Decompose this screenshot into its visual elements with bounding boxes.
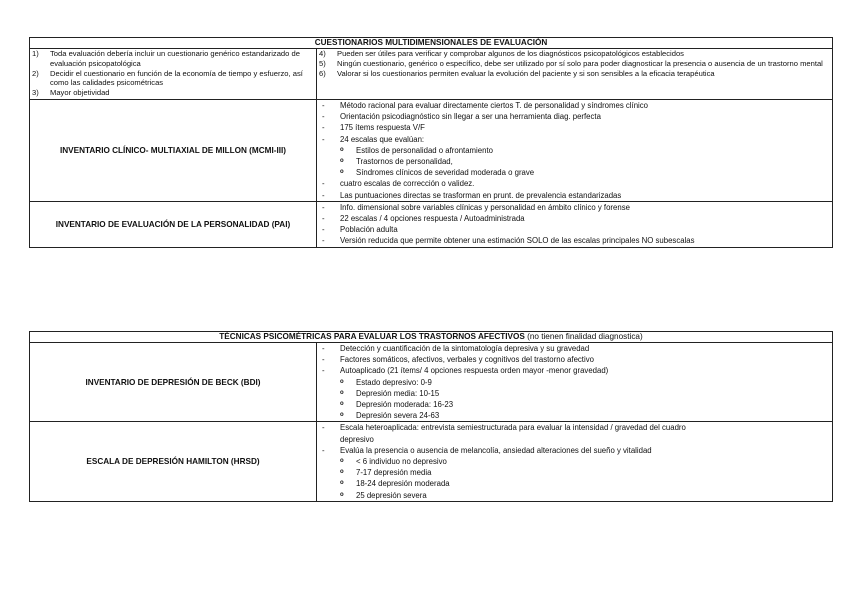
list-item: - Evalúa la presencia o ausencia de melancolía, ansiedad alteraciones del sueño y vitalidad <box>322 445 652 455</box>
bullet-icon: o <box>340 458 344 465</box>
multidimensional-questionnaires-table <box>29 37 833 248</box>
list-item: - Escala heteroaplicada: entrevista semiestructurada para evaluar la intensidad / gravedad del cuadro <box>322 423 686 433</box>
beck-inventory-name: INVENTARIO DE DEPRESIÓN DE BECK (BDI) <box>30 343 317 422</box>
sub-list-item: o 25 depresión severa <box>340 490 427 500</box>
intro-item: 3) Mayor objetividad <box>32 88 110 98</box>
list-item: - 22 escalas / 4 opciones respuesta / Autoadministrada <box>322 214 525 224</box>
sub-list-item: o 7-17 depresión media <box>340 468 432 478</box>
list-item: - Autoaplicado (21 ítems/ 4 opciones respuesta orden mayor -menor gravedad) <box>322 366 609 376</box>
sub-list-item: o Depresión moderada: 16-23 <box>340 400 454 410</box>
millon-description <box>317 99 833 201</box>
list-item: - Orientación psicodiagnóstico sin llegar a ser una herramienta diag. perfecta <box>322 112 601 122</box>
bullet-icon: o <box>340 412 344 419</box>
list-item: - Info. dimensional sobre variables clínicas y personalidad en ámbito clínico y forense <box>322 202 630 212</box>
table-title-note: (no tienen finalidad diagnostica) <box>527 332 643 341</box>
table-title <box>30 332 833 343</box>
bullet-icon: o <box>340 169 344 176</box>
bullet-icon: o <box>340 146 344 153</box>
table-title: CUESTIONARIOS MULTIDIMENSIONALES DE EVALUACIÓN <box>30 38 833 49</box>
list-item: - cuatro escalas de corrección o validez. <box>322 179 475 189</box>
list-item: - Método racional para evaluar directamente ciertos T. de personalidad y síndromes clínico <box>322 100 648 110</box>
sub-list-item: o Estilos de personalidad o afrontamiento <box>340 145 493 155</box>
bullet-icon: o <box>340 491 344 498</box>
sub-list-item: o Síndromes clínicos de severidad moderada o grave <box>340 168 535 178</box>
list-item-continuation: depresivo <box>340 434 374 444</box>
intro-item: 5) Ningún cuestionario, genérico o específico, debe ser utilizado por sí solo para poder diagnosticar la presencia o ausencia de un trastorno mental <box>319 58 823 68</box>
beck-description <box>317 343 833 422</box>
affective-disorders-table <box>29 331 833 502</box>
intro-item: 2) Decidir el cuestionario en función de la economía de tiempo y esfuerzo, así como las calidades psicométricas <box>32 68 303 88</box>
sub-list-item: o < 6 individuo no depresivo <box>340 457 447 467</box>
bullet-icon: o <box>340 378 344 385</box>
bullet-icon: o <box>340 401 344 408</box>
list-item: - Detección y cuantificación de la sintomatología depresiva y su gravedad <box>322 344 590 353</box>
intro-right <box>317 49 833 100</box>
list-item: - 24 escalas que evalúan: <box>322 134 425 144</box>
intro-left <box>30 49 317 100</box>
list-item: - Población adulta <box>322 225 398 235</box>
bullet-icon: o <box>340 469 344 476</box>
sub-list-item: o 18-24 depresión moderada <box>340 479 450 489</box>
hamilton-description <box>317 422 833 501</box>
sub-list-item: o Trastornos de personalidad, <box>340 157 453 166</box>
intro-item: 4) Pueden ser útiles para verificar y comprobar algunos de los diagnósticos psicopatológicos establecidos <box>319 49 684 58</box>
list-item: - Las puntuaciones directas se trasforman en prunt. de prevalencia estandarizadas <box>322 190 622 200</box>
intro-item: 6) Valorar si los cuestionarios permiten evaluar la evolución del paciente y si son sensibles a la eficacia terapéutica <box>319 68 715 78</box>
sub-list-item: o Estado depresivo: 0-9 <box>340 377 432 387</box>
list-item: - 175 ítems respuesta V/F <box>322 123 425 133</box>
bullet-icon: o <box>340 389 344 396</box>
bullet-icon: o <box>340 158 344 164</box>
sub-list-item: o Depresión severa 24-63 <box>340 411 440 421</box>
pai-inventory-name: INVENTARIO DE EVALUACIÓN DE LA PERSONALIDAD (PAI) <box>30 201 317 247</box>
millon-inventory-name: INVENTARIO CLÍNICO- MULTIAXIAL DE MILLON (MCMI-III) <box>30 99 317 201</box>
table-title-text: TÉCNICAS PSICOMÉTRICAS PARA EVALUAR LOS TRASTORNOS AFECTIVOS <box>219 332 525 341</box>
sub-list-item: o Depresión media: 10-15 <box>340 388 440 398</box>
hamilton-scale-name: ESCALA DE DEPRESIÓN HAMILTON (HRSD) <box>30 422 317 501</box>
pai-description <box>317 201 833 247</box>
intro-item: 1) Toda evaluación debería incluir un cuestionario genérico estandarizado de evaluación psicopatológica <box>32 49 300 68</box>
list-item: - Versión reducida que permite obtener una estimación SOLO de las escalas principales NO subescalas <box>322 236 695 246</box>
list-item: - Factores somáticos, afectivos, verbales y cognitivos del trastorno afectivo <box>322 355 594 365</box>
bullet-icon: o <box>340 480 344 487</box>
